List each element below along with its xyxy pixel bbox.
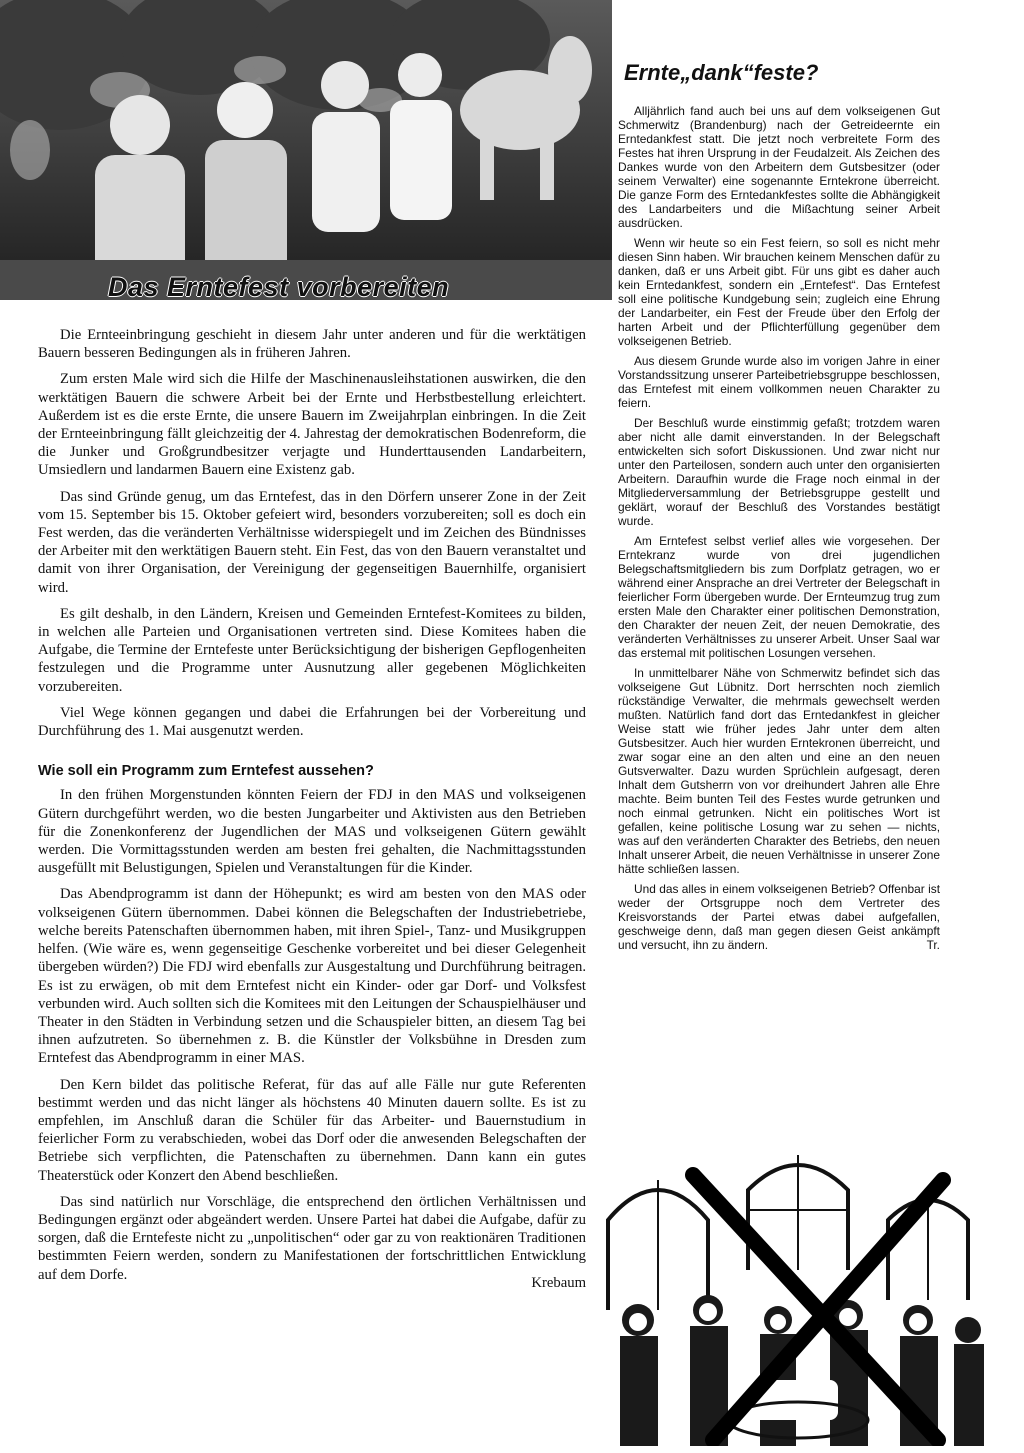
photo-illustration [0,0,612,300]
paragraph: Das sind natürlich nur Vorschläge, die entsprechend den örtlichen Verhältnissen und Bedingungen ergänzt oder abgeändert werden. Unsere Partei hat dabei die Aufgabe, dafür zu sorgen, daß die Erntefeste nicht zu „unpolitischen“ oder gar zu von reaktionären Traditionen bestimmten Feiern werden, sondern zu Manifestationen der fortschrittlichen Entwicklung auf dem Dorfe. [38,1193,586,1283]
paragraph: Den Kern bildet das politische Referat, für das auf alle Fälle nur gute Referenten bestimmt werden und das nicht länger als höchstens 40 Minuten dauern sollte. Es ist zu empfehlen, im Anschluß daran die Schüler für das Arbeiter- und Bauernstudium in feierlicher Form zu verabschieden, wobei das Dorf oder die anwesenden Belegschaften der Betriebe sich verpflichten, die Patenschaften zu übernehmen. Dann kann ein gutes Theaterstück oder Konzert den Abend beschließen. [38,1076,586,1184]
paragraph: Es gilt deshalb, in den Ländern, Kreisen und Gemeinden Erntefest-Komitees zu bilden, in welchen alle Parteien und Organisationen vertreten sind. Diese Komitees haben die Aufgabe, die Termine der Erntefeste unter Berücksichtigung der bisherigen Gepflogenheiten festzulegen und die Programme unter Ausnutzung aller gegebenen Möglichkeiten vorzubereiten. [38,605,586,695]
cartoon-illustration [598,1150,988,1446]
author-signature: Tr. [926,938,940,952]
section-subheading: Wie soll ein Programm zum Erntefest aussehen? [38,763,374,780]
main-article-body [38,326,586,1292]
paragraph-text: Und das alles in einem volkseigenen Betrieb? Offenbar ist weder der Ortsgruppe noch dem Vertreter des Kreisvorstands der Partei etwas dabei aufgefallen, geschweige denn, daß man gegen diesen Geist ankämpft und versucht, ihn zu ändern. [618,882,940,952]
harvest-festival-photo [0,0,612,300]
sidebar-article-title: Ernte„dank“feste? [624,60,819,85]
main-article-title: Das Erntefest vorbereiten [108,272,450,302]
paragraph: In unmittelbarer Nähe von Schmerwitz befindet sich das volkseigene Gut Lübnitz. Dort herrschten noch ziemlich rückständige Verwalter, die mehrmals gewechselt werden mußten. Natürlich fand dort das Erntedankfest in gleicher Weise statt wie früher jedes Jahr unter dem alten Gutsbesitzer. Auch hier wurden Erntekronen überreicht, und zwar sogar eine an den alten und eine an den neuen Gutsverwalter. Dazu wurden Sprüchlein aufgesagt, deren Inhalt dem Gutsherrn von vor dreihundert Jahren alle Ehre machte. Beim bunten Teil des Festes wurde getrunken und noch einmal getrunken. Nicht ein politisches Wort ist gefallen, keine politische Losung war zu sehen — nichts, was auf den veränderten Charakter des Betriebs, den neuen Inhalt unserer Arbeit, die neuen Verhältnisse in unserer Zone hätte schließen lassen. [618,666,940,876]
paragraph: Aus diesem Grunde wurde also im vorigen Jahre in einer Vorstandssitzung unserer Parteibetriebsgruppe beschlossen, das Erntefest mit einem vollkommen neuen Charakter zu feiern. [618,354,940,410]
paragraph: Das Abendprogramm ist dann der Höhepunkt; es wird am besten von den MAS oder volkseigenen Gütern übernommen. Dabei können die Belegschaften der Industriebetriebe, welche bereits Patenschaften übernommen haben, mit ihren Spiel-, Tanz- und Musikgruppen helfen. (Wie wäre es, wenn gegenseitige Geschenke vorbereitet und bei dieser Gelegenheit übergeben würden?) Die FDJ wird ebenfalls zur Ausgestaltung und Durchführung beitragen. Es ist zu erwägen, ob mit dem Erntefest nicht ein Kinder- oder gar Dorf- und Volksfest verbunden wird. Auch sollten sich die Komitees mit den Leitungen der Schauspielhäuser und Theater in den Städten in Verbindung setzen und die Schauspieler bitten, an diesem Tag bei ihnen aufzutreten. So übernehmen z. B. die Künstler der Volksbühne in Dresden zum Erntefest das Abendprogramm in einer MAS. [38,886,586,1067]
paragraph: Zum ersten Male wird sich die Hilfe der Maschinenausleihstationen auswirken, die den werktätigen Bauern die schwere Arbeit bei der Ernte und Herbstbestellung erleichtert. Außerdem ist es die erste Ernte, die unsere Bauern im Zweijahrplan einbringen. In die Zeit der Ernteeinbringung fällt gleichzeitig der 4. Jahrestag der demokratischen Bodenreform, die die Junker und Großgrundbesitzer verjagte und Hunderttausenden Landarbeitern, Umsiedlern und landarmen Bauern eine Existenz gab. [38,371,586,479]
author-signature: Krebaum [531,1274,586,1291]
sidebar-article-body [618,104,940,958]
paragraph: Wenn wir heute so ein Fest feiern, so soll es nicht mehr diesen Sinn haben. Wir brauchen keinem Menschen dafür zu danken, daß er uns Arbeit gibt. Für uns gibt es daher auch kein Erntedankfest, sondern ein „Erntefest“. Das Erntefest soll eine politische Kundgebung sein; zugleich eine Ehrung der Landarbeiter, ein Fest der Freude über den Erfolg der harten Arbeit und der Pflichterfüllung gegenüber dem volkseigenen Betrieb. [618,236,940,348]
paragraph: Das sind Gründe genug, um das Erntefest, das in den Dörfern unserer Zone in der Zeit vom 15. September bis 15. Oktober gefeiert wird, besonders vorzubereiten; soll es doch ein Fest werden, das die veränderten Verhältnisse widerspiegelt und im Zeichen des Bündnisses der Arbeiter mit den werktätigen Bauern steht. Ein Fest, das von den Bauern veranstaltet und damit von ihrer Organisation, der Vereinigung der gegenseitigen Bauernhilfe, organisiert wird. [38,488,586,596]
paragraph [618,882,940,952]
paragraph: Viel Wege können gegangen und dabei die Erfahrungen bei der Vorbereitung und Durchführung des 1. Mai ausgenutzt werden. [38,704,586,740]
paragraph: Am Erntefest selbst verlief alles wie vorgesehen. Der Erntekranz wurde von drei jugendlichen Belegschaftsmitgliedern bis zum Dorfplatz getragen, wo er während einer Ansprache an drei Vertreter der Belegschaft in feierlicher Form übergeben wurde. Der Ernteumzug trug zum ersten Male den Charakter einer politischen Demonstration, den Charakter der neuen Zeit, der neuen Demokratie, des veränderten Verhältnisses zu unserer Arbeit. Unser Saal war das erstemal mit politischen Losungen versehen. [618,534,940,660]
paragraph: Die Ernteeinbringung geschieht in diesem Jahr unter anderen und für die werktätigen Bauern besseren Bedingungen als in früheren Jahren. [38,327,586,362]
paragraph: In den frühen Morgenstunden könnten Feiern der FDJ in den MAS und volkseigenen Gütern durchgeführt werden, wo die besten Jungarbeiter und Aktivisten aus den Betrieben für die Zonenkonferenz der Jugendlichen der MAS und volkseigenen Gütern gewählt werden. Die Vormittagsstunden werden am besten frei gehalten, die Nachmittagsstunden ausgefüllt mit Belustigungen, Spielen und Veranstaltungen für die Kinder. [38,787,586,877]
paragraph: Der Beschluß wurde einstimmig gefaßt; trotzdem waren aber nicht alle damit einverstanden. In der Belegschaft entwickelten sich sofort Diskussionen. Und zwar nicht nur unter den Parteilosen, sondern auch unter den organisierten Arbeitern. Daraufhin wurde die Frage noch einmal in der Mitgliederversammlung der Betriebsgruppe gestellt und geklärt, worauf der Beschluß des Vorstandes bestätigt wurde. [618,416,940,528]
crossed-out-cartoon [598,1150,988,1446]
paragraph: Alljährlich fand auch bei uns auf dem volkseigenen Gut Schmerwitz (Brandenburg) nach der Getreideernte ein Erntedankfest statt. Die jetzt noch verbreitete Form des Festes hat ihren Ursprung in der Feudalzeit. Als Zeichen des Dankes wurde von den Arbeitern dem Gutsbesitzer (oder seinem Verwalter) eine sogenannte Erntekrone überreicht. Die ganze Form des Erntedankfestes sollte die Abhängigkeit des Landarbeiters und die Mißachtung seiner Arbeit ausdrücken. [618,104,940,230]
